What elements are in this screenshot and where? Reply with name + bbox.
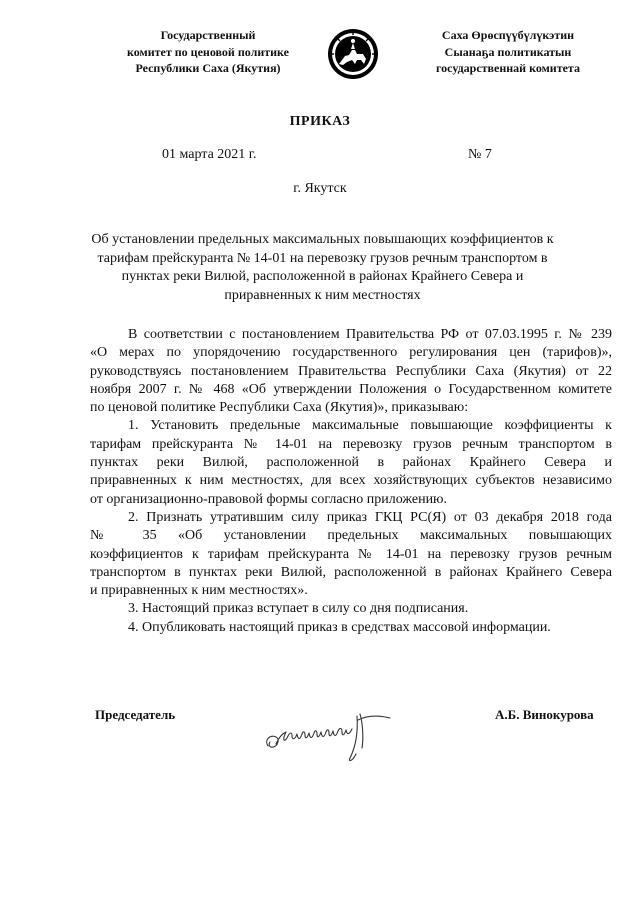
item-3-paragraph: [90, 600, 612, 618]
signer-position: Председатель: [95, 707, 176, 722]
header-right-line: Сыанаҕа политикатын: [444, 44, 572, 59]
body-line: пунктах реки Вилюй, расположенной в районах Крайнего Севера и: [90, 455, 612, 471]
body-line: транспортом в пунктах реки Вилюй, расположенной в районах Крайнего Севера: [90, 564, 612, 580]
body-line: руководствуясь постановлением Правительства Республики Саха (Якутия) от 22: [90, 363, 612, 379]
header-left-line: Республики Саха (Якутия): [135, 61, 281, 75]
body-line: «О мерах по упорядочению государственного регулирования цен (тарифов)»,: [90, 345, 612, 361]
subject-line: приравненных к ним местностях: [224, 287, 421, 303]
body-line: коэффициентов к тарифам прейскуранта № 14-01 на перевозку грузов речным: [90, 546, 612, 562]
body-line: 2. Признать утратившим силу приказ ГКЦ РС(Я) от 03 декабря 2018 года: [128, 509, 612, 525]
body-line: 4. Опубликовать настоящий приказ в средствах массовой информации.: [128, 619, 551, 635]
coat-of-arms-emblem-icon: [327, 28, 379, 80]
body-line: тарифам прейскуранта № 14-01 на перевозку грузов речным транспортом в: [90, 436, 612, 452]
header-left-line: комитет по ценовой политике: [127, 44, 289, 59]
body-line: по ценовой политике Республики Саха (Якутия)», приказываю:: [90, 400, 469, 416]
body-line: 3. Настоящий приказ вступает в силу со дня подписания.: [128, 601, 469, 617]
item-1-paragraph: [90, 417, 612, 508]
header-left-line: Государственный: [160, 28, 256, 42]
body-line: от организационно-правовой формы согласно приложению.: [90, 491, 448, 507]
body-line: 1. Установить предельные максимальные повышающие коэффициенты к: [128, 418, 612, 434]
body-line: В соответствии с постановлением Правительства РФ от 07.03.1995 г. № 239: [128, 327, 612, 342]
subject-line: тарифам прейскуранта № 14-01 на перевозку грузов речным транспортом в: [97, 250, 548, 266]
header-right-org-name: [404, 27, 612, 77]
item-4-paragraph: [90, 619, 612, 637]
body-line: № 35 «Об установлении предельных максимальных повышающих: [90, 528, 612, 544]
header-right-line: Саха Өрөспүүбүлүкэтин: [441, 28, 575, 42]
body-line: приравненных к ним местностях, для всех хозяйствующих субъектов независимо: [90, 473, 612, 489]
document-body: [90, 326, 612, 637]
header-right-line: государственнай комитета: [436, 61, 580, 75]
header-left-org-name: [104, 27, 312, 77]
signer-name: А.Б. Винокурова: [495, 707, 594, 722]
subject-line: Об установлении предельных максимальных повышающих коэффициентов к: [91, 232, 554, 247]
document-subject: [90, 231, 555, 305]
document-city: г. Якутск: [293, 181, 347, 196]
body-line: ноября 2007 г. № 468 «Об утверждении Положения о Государственном комитете: [90, 381, 612, 397]
document-title: ПРИКАЗ: [289, 114, 351, 129]
item-2-paragraph: [90, 509, 612, 600]
body-line: и приравненных к ним местностях».: [90, 583, 308, 599]
document-number: № 7: [468, 147, 492, 162]
intro-paragraph: [90, 326, 612, 417]
subject-line: пунктах реки Вилюй, расположенной в районах Крайнего Севера и: [121, 269, 524, 284]
document-date: 01 марта 2021 г.: [162, 147, 257, 162]
handwritten-signature: [262, 706, 402, 768]
